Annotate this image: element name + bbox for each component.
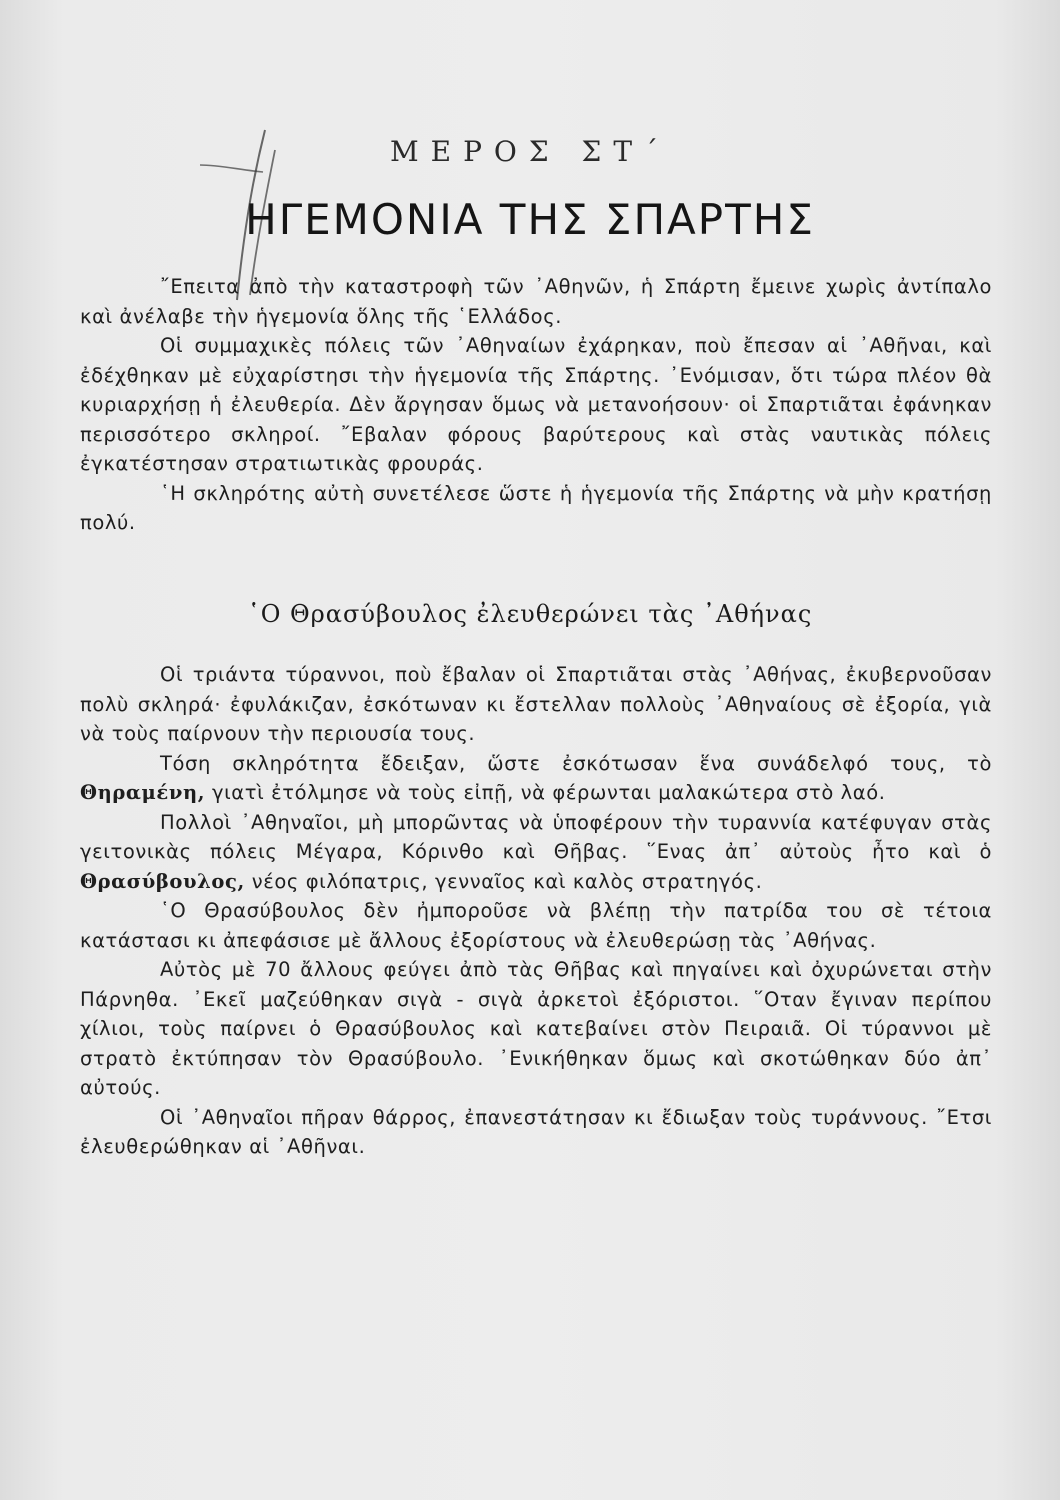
paragraph: Οἱ συμμαχικὲς πόλεις τῶν ᾿Αθηναίων ἐχάρηκαν, ποὺ ἔπεσαν αἱ ᾿Αθῆναι, καὶ ἐδέχθηκαν μὲ εὐχαρίστησι τὴν ἡγεμονία τῆς Σπάρτης. ᾿Ενόμισαν, ὅτι τώρα πλέον θὰ κυριαρχήσῃ ἡ ἐλευθερία. Δὲν ἄργησαν ὅμως νὰ μετανοήσουν· οἱ Σπαρτιᾶται ἐφάνηκαν περισσότερο σκληροί. ῎Εβαλαν φόρους βαρύτερους καὶ στὰς ναυτικὰς πόλεις ἐγκατέστησαν στρατιωτικὰς φρουράς. (80, 334, 992, 475)
section-title: ῾Ο Θρασύβουλος ἐλευθερώνει τὰς ᾿Αθήνας (247, 600, 813, 628)
paragraph-text: γιατὶ ἐτόλμησε νὰ τοὺς εἰπῇ, νὰ φέρωνται μαλακώτερα στὸ λαό. (205, 781, 886, 804)
paragraph: ῾Ο Θρασύβουλος δὲν ἠμποροῦσε νὰ βλέπῃ τὴν πατρίδα του σὲ τέτοια κατάστασι κι ἀπεφάσισε μὲ ἄλλους ἐξορίστους νὰ ἐλευθερώσῃ τὰς ᾿Αθήνας. (80, 899, 992, 952)
paragraph: Οἱ τριάντα τύραννοι, ποὺ ἔβαλαν οἱ Σπαρτιᾶται στὰς ᾿Αθήνας, ἐκυβερνοῦσαν πολὺ σκληρά· ἐφυλάκιζαν, ἐσκότωναν κι ἔστελλαν πολλοὺς ᾿Αθηναίους σὲ ἐξορία, γιὰ νὰ τοὺς παίρνουν τὴν περιουσία τους. (80, 663, 992, 745)
paragraph (80, 808, 992, 897)
paragraph-text: νέος φιλόπατρις, γενναῖος καὶ καλὸς στρατηγός. (244, 869, 763, 893)
section-text (80, 660, 992, 1162)
paragraph-text: Τόση σκληρότητα ἔδειξαν, ὥστε ἐσκότωσαν ἕνα συνάδελφό τους, τὸ (160, 751, 992, 775)
paragraph: ῎Επειτα ἀπὸ τὴν καταστροφὴ τῶν ᾿Αθηνῶν, ἡ Σπάρτη ἔμεινε χωρὶς ἀντίπαλο καὶ ἀνέλαβε τὴν ἡγεμονία ὅλης τῆς ῾Ελλάδος. (80, 275, 992, 328)
paragraph-text: Πολλοὶ ᾿Αθηναῖοι, μὴ μπορῶντας νὰ ὑποφέρουν τὴν τυραννία κατέφυγαν στὰς γειτονικὰς πόλεις Μέγαρα, Κόρινθο καὶ Θῆβας. ῞Ενας ἀπ᾿ αὐτοὺς ἦτο καὶ ὁ (80, 810, 992, 863)
name-theramenes: Θηραμένη, (80, 781, 206, 804)
paragraph: Οἱ ᾿Αθηναῖοι πῆραν θάρρος, ἐπανεστάτησαν κι ἔδιωξαν τοὺς τυράννους. ῎Ετσι ἐλευθερώθηκαν αἱ ᾿Αθῆναι. (80, 1105, 992, 1158)
paragraph: Αὐτὸς μὲ 70 ἄλλους φεύγει ἀπὸ τὰς Θῆβας καὶ πηγαίνει καὶ ὀχυρώνεται στὴν Πάρνηθα. ᾿Εκεῖ μαζεύθηκαν σιγὰ - σιγὰ ἀρκετοὶ ἐξόριστοι. ῞Οταν ἔγιναν περίπου χίλιοι, τοὺς παίρνει ὁ Θρασύβουλος καὶ κατεβαίνει στὸν Πειραιᾶ. Οἱ τύραννοι μὲ στρατὸ ἐκτύπησαν τὸν Θρασύβουλο. ᾿Ενικήθηκαν ὅμως καὶ σκοτώθηκαν δύο ἀπ᾿ αὐτούς. (80, 958, 992, 1099)
intro-text (80, 272, 992, 538)
part-label: ΜΕΡΟΣ ΣΤ΄ (389, 135, 671, 168)
chapter-title: ΗΓΕΜΟΝΙΑ ΤΗΣ ΣΠΑΡΤΗΣ (245, 195, 815, 244)
paragraph (80, 749, 992, 808)
paragraph: ῾Η σκληρότης αὐτὴ συνετέλεσε ὥστε ἡ ἡγεμονία τῆς Σπάρτης νὰ μὴν κρατήσῃ πολύ. (80, 481, 992, 534)
name-thrasybulus: Θρασύβουλος, (80, 869, 245, 893)
